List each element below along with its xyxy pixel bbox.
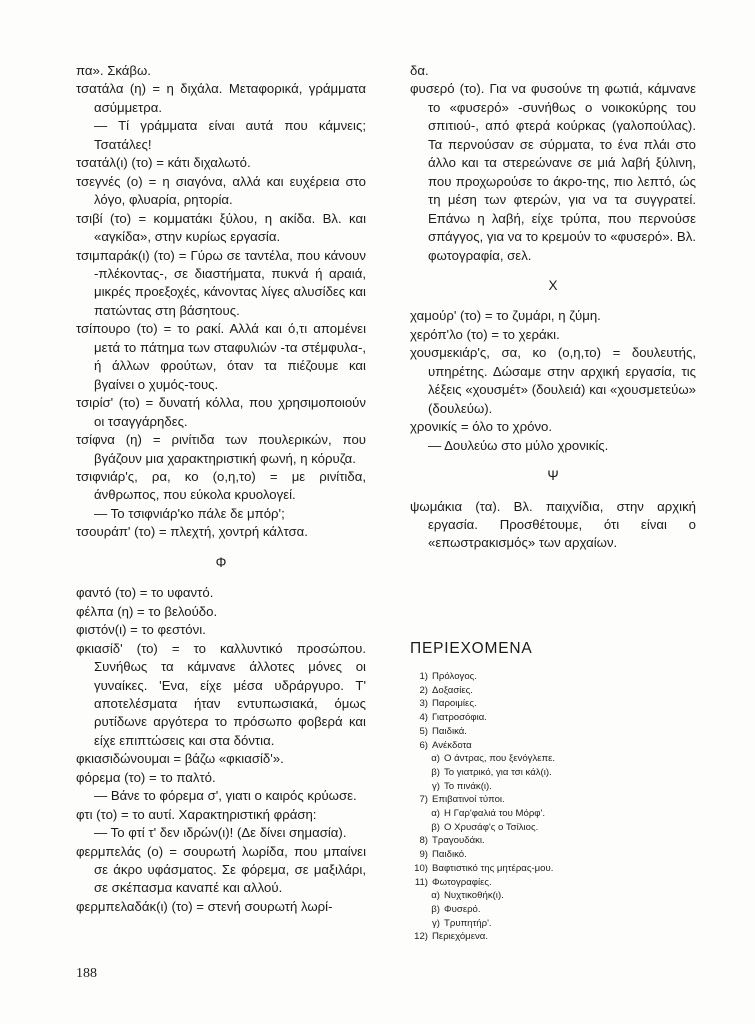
toc-item <box>410 848 710 862</box>
toc-item-number: 11) <box>414 876 428 888</box>
toc-item-label: Δοξασίες. <box>432 684 473 696</box>
toc-item-label: Ανέκδοτα <box>432 739 472 751</box>
glossary-entry: φκιασιδώνουμαι = βάζω «φκιασίδ'». <box>76 751 284 767</box>
toc-item-label: Νυχτικοθήκ(ι). <box>444 890 504 902</box>
toc-item-label: Το γιατρικό, για τσι κάλ(ι). <box>444 766 552 778</box>
glossary-entry: φαντό (το) = το υφαντό. <box>76 585 214 601</box>
glossary-entry: χερόπ'λο (το) = το χεράκι. <box>410 326 560 342</box>
toc-item <box>410 889 710 903</box>
toc-item-label: Η Γαρ'φαλιά του Μόρφ'. <box>444 808 546 820</box>
toc-item-label: Τραγουδάκι. <box>432 835 485 847</box>
toc-item-number: 6) <box>419 739 428 751</box>
page-number: 188 <box>76 966 97 981</box>
toc-list <box>410 670 710 944</box>
glossary-entry: χουσμεκιάρ'ς, σα, κο (ο,η,το) = δουλευτής, υπηρέτης. Δώσαμε στην αρχική εργασία, τις λέξεις «χουσμέτ» (δουλειά) και «χουσμετεύω» (δουλεύω). <box>410 345 696 416</box>
glossary-entry: φερμπελάς (ο) = σουρωτή λωρίδα, που μπαίνει σε άκρο υφάσματος. Σε φόρεμα, σε μαξιλάρι, σε σκέπασμα καναπέ και αλλού. <box>76 843 366 896</box>
toc-item-label: Γιατροσόφια. <box>432 712 487 724</box>
toc-item-label: Επιβατινοί τύποι. <box>432 794 505 806</box>
toc-item-label: Παροιμίες. <box>432 698 477 710</box>
glossary-entry: χαμούρ' (το) = το ζυμάρι, η ζύμη. <box>410 308 601 324</box>
toc-item <box>410 917 710 931</box>
toc-item-label: Ο άντρας, που ξενόγλεπε. <box>444 753 556 765</box>
glossary-entry: φιστόν(ι) = το φεστόνι. <box>76 622 206 638</box>
toc-item-number: 8) <box>419 835 428 847</box>
toc-item <box>410 821 710 835</box>
section-letter: Ψ <box>547 468 559 484</box>
toc-item-label: Παιδικά. <box>432 725 467 737</box>
dialogue-line: — Τί γράμματα είναι αυτά που κάμνεις; Τσατάλες! <box>94 118 366 152</box>
toc-item <box>410 807 710 821</box>
toc-item-number: 7) <box>419 794 428 806</box>
glossary-entry: φτι (το) = το αυτί. Χαρακτηριστική φράση: <box>76 806 317 822</box>
toc-item <box>410 903 710 917</box>
toc-item-label: Πρόλογος. <box>432 671 477 682</box>
toc-item <box>410 876 710 890</box>
toc-item-label: Ο Χρυσάφ'ς ο Τσίλιος. <box>444 821 539 833</box>
toc-item <box>410 697 710 711</box>
toc-item-number: 5) <box>419 725 428 737</box>
toc-item-number: 3) <box>419 698 428 710</box>
toc-item-number: 9) <box>419 849 428 861</box>
toc-item <box>410 834 710 848</box>
glossary-entry: φερμπελαδάκ(ι) (το) = στενή σουρωτή λωρί- <box>76 898 333 914</box>
glossary-entry: τσιφνιάρ'ς, ρα, κο (ο,η,το) = με ρινίτιδα, άνθρωπος, που εύκολα κρυολογεί. <box>76 468 366 503</box>
table-of-contents <box>410 640 710 944</box>
glossary-entry: τσιρίσ' (το) = δυνατή κόλλα, που χρησιμοποιούν οι τσαγγάρηδες. <box>76 395 366 429</box>
toc-item-number: 1) <box>419 671 428 682</box>
glossary-entry: πα». Σκάβω. <box>76 63 151 78</box>
toc-item <box>410 739 710 753</box>
glossary-entry: τσατάλ(ι) (το) = κάτι διχαλωτό. <box>76 155 251 171</box>
glossary-entry: τσατάλα (η) = η διχάλα. Μεταφορικά, γράμματα ασύμμετρα. <box>76 81 366 115</box>
glossary-entry: τσουράπ' (το) = πλεχτή, χοντρή κάλτσα. <box>76 524 308 540</box>
toc-item-number: β) <box>431 766 440 778</box>
toc-item <box>410 793 710 807</box>
glossary-entry: τσίφνα (η) = ρινίτιδα των πουλερικών, που βγάζουν μια χαρακτηριστική φωνή, η κόρυζα. <box>76 432 366 466</box>
glossary-entry: χρονικίς = όλο το χρόνο. <box>410 419 553 435</box>
right-column <box>410 62 696 553</box>
left-column <box>76 62 366 916</box>
section-letter: Φ <box>215 554 227 570</box>
glossary-entry: τσεγνές (ο) = η σιαγόνα, αλλά και ευχέρεια στο λόγο, φλυαρία, ρητορία. <box>76 173 366 208</box>
section-letter: Χ <box>548 277 558 293</box>
glossary-entry: τσιμπαράκ(ι) (το) = Γύρω σε ταντέλα, που κάνουν -πλέκοντας-, σε διαστήματα, πυκνά ή αραιά, μικρές προεξοχές, κάνοντας λίγες αλυσίδες και πατώντας στη βάσητους. <box>76 247 366 318</box>
toc-item <box>410 752 710 766</box>
glossary-entry: φυσερό (το). Για να φυσούνε τη φωτιά, κάμνανε το «φυσερό» -συνήθως ο νοικοκύρης του σπιτιού-, από φτερά κούρκας (γαλοπούλας). Τα περνούσαν σε σύρματα, το ένα πλάι στο άλλο και τα στερεώνανε σε μιά λαβή ξύλινη, που προχωρούσε το άκρο-της, πιο λεπτό, ώς τη μέση των φτερών, για να τα συγγρατεί. Επάνω η λαβή, είχε τρύπα, που περνούσε σπάγγος, για να το κρεμούν το «φυσερό». Βλ. φωτογραφία, σελ. <box>410 81 696 263</box>
toc-item-number: α) <box>431 890 440 902</box>
glossary-entry: φκιασίδ' (το) = το καλλυντικό προσώπου. Συνήθως τα κάμνανε άλλοτες μόνες οι γυναίκες. 'Ενα, είχε μέσα υδράργυρο. Τ' αποτελέσματα ήταν εντυπωσιακά, όμως ρυτίδωνε αργότερα το πρόσωπο φοβερά και είχε επιπτώσεις και στα δόντια. <box>76 640 366 748</box>
toc-item <box>410 862 710 876</box>
toc-item-number: 12) <box>414 931 428 943</box>
toc-item-label: Φωτογραφίες. <box>432 876 492 888</box>
glossary-entry: τσιβί (το) = κομματάκι ξύλου, η ακίδα. Βλ. και «αγκίδα», στην κυρίως εργασία. <box>76 210 366 245</box>
toc-item <box>410 930 710 944</box>
toc-item-number: 2) <box>419 684 428 696</box>
toc-item-number: 10) <box>414 862 428 874</box>
toc-item-label: Φυσερό. <box>444 903 481 915</box>
toc-item-number: γ) <box>432 917 440 929</box>
toc-item-number: γ) <box>432 780 440 792</box>
glossary-entry: ψωμάκια (τα). Βλ. παιχνίδια, στην αρχική εργασία. Προσθέτουμε, ότι είναι ο «επωστρακισμός» των αρχαίων. <box>410 498 696 551</box>
toc-item-number: α) <box>431 753 440 765</box>
dialogue-line: — Δουλεύω στο μύλο χρονικίς. <box>428 437 609 453</box>
toc-item-label: Το πινάκ(ι). <box>444 780 492 792</box>
toc-item <box>410 725 710 739</box>
glossary-entry: φέλπα (η) = το βελούδο. <box>76 603 218 619</box>
toc-item-label: Τρυπητήρ'. <box>444 917 492 929</box>
toc-item-number: 4) <box>419 712 428 724</box>
dialogue-line: — Βάνε το φόρεμα σ', γιατι ο καιρός κρύωσε. <box>94 788 357 804</box>
dialogue-line: — Το τσιφνιάρ'κο πάλε δε μπόρ'; <box>94 505 285 521</box>
dialogue-line: — Το φτί τ' δεν ιδρών(ι)! (Δε δίνει σημασία). <box>94 825 347 841</box>
toc-item <box>410 766 710 780</box>
glossary-entry: τσίπουρο (το) = το ρακί. Αλλά και ό,τι απομένει μετά το πάτημα των σταφυλιών -τα στέμφυλα-, ή άλλων φρούτων, όταν τα πιέζουμε και βγαίνει ο χυμός-τους. <box>76 321 366 392</box>
toc-item-number: α) <box>431 808 440 820</box>
glossary-entry: δα. <box>410 63 429 78</box>
toc-item-label: Βαφτιστικό της μητέρας-μου. <box>432 862 554 874</box>
glossary-entry: φόρεμα (το) = το παλτό. <box>76 769 216 785</box>
toc-item-label: Περιεχόμενα. <box>432 931 488 943</box>
toc-item <box>410 684 710 698</box>
toc-item-number: β) <box>431 903 440 915</box>
toc-item-number: β) <box>431 821 440 833</box>
toc-item <box>410 780 710 794</box>
toc-item <box>410 670 710 684</box>
toc-item-label: Παιδικό. <box>432 849 467 861</box>
toc-heading: ΠΕΡΙΕΧΟΜΕΝΑ <box>410 640 533 657</box>
toc-item <box>410 711 710 725</box>
